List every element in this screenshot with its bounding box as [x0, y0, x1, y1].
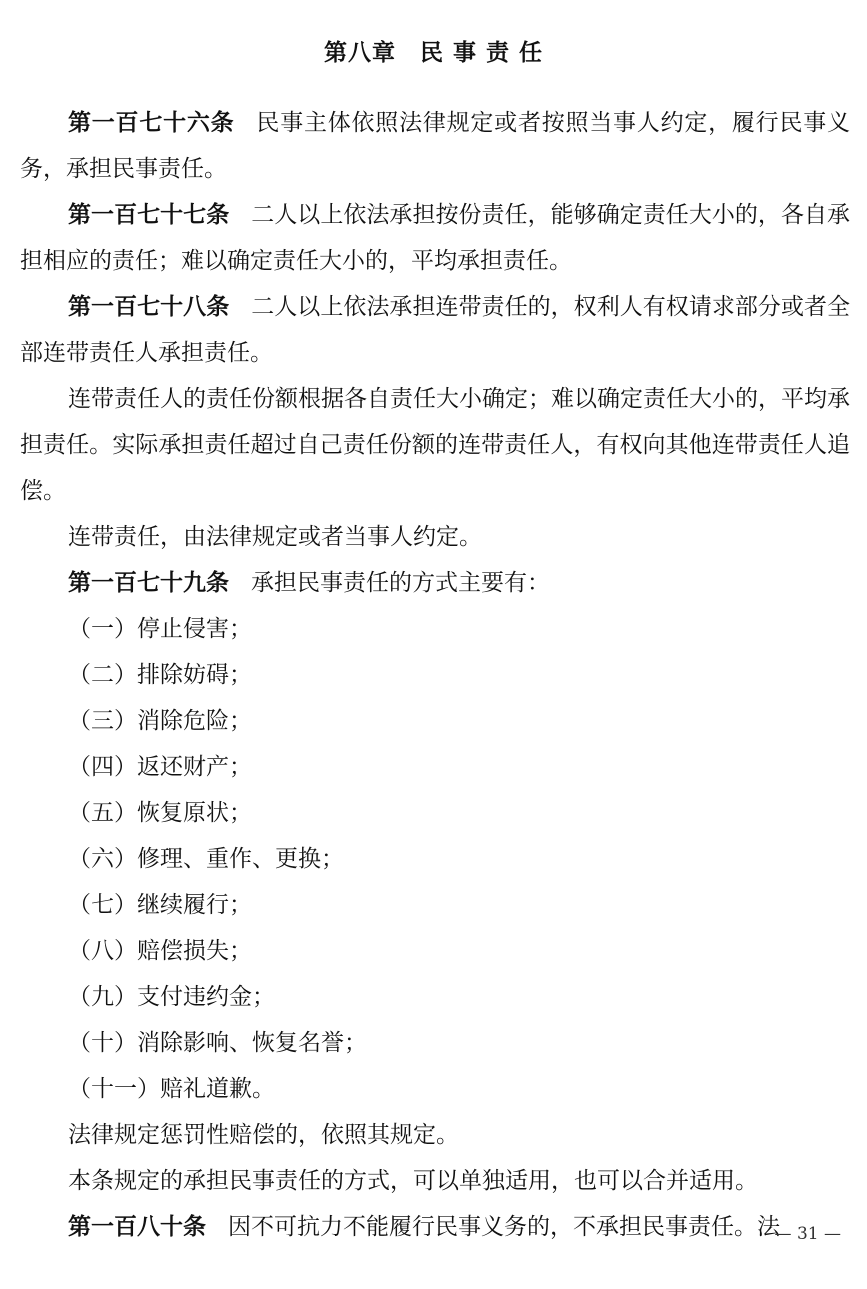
article-number: 第一百七十八条 — [68, 294, 230, 320]
list-item-text: （五）恢复原状； — [68, 800, 252, 826]
list-item — [20, 606, 850, 652]
paragraph — [20, 100, 850, 192]
paragraph-text: 连带责任，由法律规定或者当事人约定。 — [68, 524, 482, 550]
list-item — [20, 974, 850, 1020]
article-number: 第一百七十七条 — [68, 202, 230, 228]
paragraph — [20, 560, 850, 606]
paragraph-text: 承担民事责任的方式主要有： — [251, 570, 550, 596]
paragraph — [20, 1204, 850, 1250]
paragraph-text: 连带责任人的责任份额根据各自责任大小确定；难以确定责任大小的，平均承担责任。实际承担责任超过自己责任份额的连带责任人，有权向其他连带责任人追偿。 — [20, 386, 850, 504]
list-item — [20, 744, 850, 790]
list-item-text: （十一）赔礼道歉。 — [68, 1076, 275, 1102]
paragraph — [20, 1158, 850, 1204]
list-item-text: （三）消除危险； — [68, 708, 252, 734]
list-item-text: （二）排除妨碍； — [68, 662, 252, 688]
list-item-text: （一）停止侵害； — [68, 616, 252, 642]
list-item — [20, 652, 850, 698]
list-item-text: （四）返还财产； — [68, 754, 252, 780]
list-item-text: （九）支付违约金； — [68, 984, 275, 1010]
paragraph-text: 本条规定的承担民事责任的方式，可以单独适用，也可以合并适用。 — [68, 1168, 758, 1194]
list-item-text: （七）继续履行； — [68, 892, 252, 918]
document-body — [20, 100, 850, 1250]
list-item — [20, 928, 850, 974]
paragraph-text: 二人以上依法承担连带责任的，权利人有权请求部分或者全部连带责任人承担责任。 — [20, 294, 850, 366]
list-item-text: （十）消除影响、恢复名誉； — [68, 1030, 367, 1056]
paragraph-text: 因不可抗力不能履行民事义务的，不承担民事责任。法 — [228, 1214, 780, 1240]
list-item — [20, 790, 850, 836]
article-number: 第一百七十九条 — [68, 570, 229, 596]
paragraph — [20, 284, 850, 376]
list-item — [20, 1066, 850, 1112]
list-item-text: （八）赔偿损失； — [68, 938, 252, 964]
paragraph-text: 民事主体依照法律规定或者按照当事人约定，履行民事义务，承担民事责任。 — [20, 110, 851, 182]
paragraph — [20, 514, 850, 560]
page-number: — 31 — — [774, 1224, 841, 1244]
list-item-text: （六）修理、重作、更换； — [68, 846, 344, 872]
paragraph — [20, 376, 850, 514]
paragraph — [20, 1112, 850, 1158]
list-item — [20, 836, 850, 882]
list-item — [20, 1020, 850, 1066]
list-item — [20, 882, 850, 928]
paragraph — [20, 192, 850, 284]
paragraph-text: 二人以上依法承担按份责任，能够确定责任大小的，各自承担相应的责任；难以确定责任大小的，平均承担责任。 — [20, 202, 850, 274]
article-number: 第一百八十条 — [68, 1214, 206, 1240]
chapter-title: 第八章 民 事 责 任 — [323, 40, 544, 66]
paragraph-text: 法律规定惩罚性赔偿的，依照其规定。 — [68, 1122, 459, 1148]
list-item — [20, 698, 850, 744]
article-number: 第一百七十六条 — [68, 110, 235, 136]
